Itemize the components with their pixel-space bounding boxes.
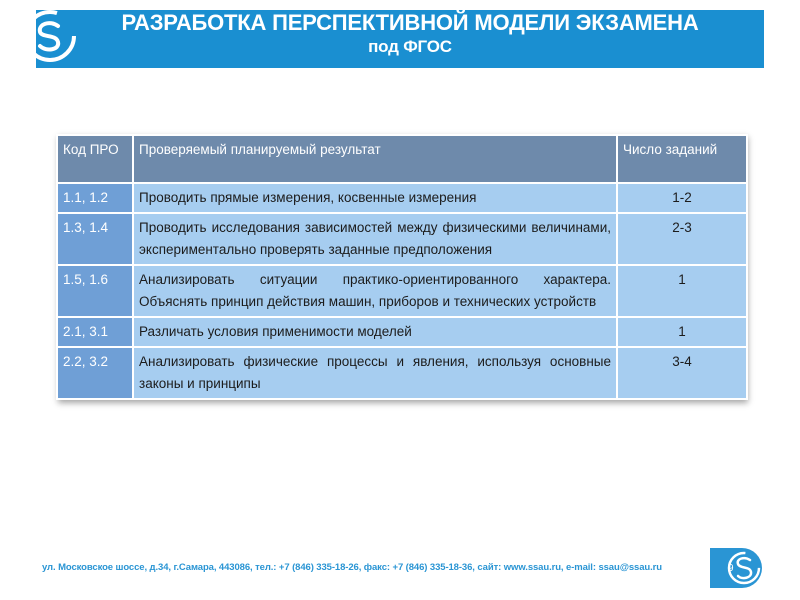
footer-address: ул. Московское шоссе, д.34, г.Самара, 443086, тел.: +7 (846) 335-18-26, факс: +7 (846) 335-18-36, сайт: www.ssau.ru, e-mail: ssau@ssau.ru bbox=[42, 562, 662, 573]
page-number: 9 bbox=[728, 563, 734, 574]
table-row bbox=[57, 183, 747, 213]
header-result: Проверяемый планируемый результат bbox=[133, 135, 617, 183]
cell-result: Анализировать физические процессы и явления, используя основные законы и принципы bbox=[133, 347, 617, 399]
cell-code: 1.1, 1.2 bbox=[57, 183, 133, 213]
cell-code: 1.5, 1.6 bbox=[57, 265, 133, 317]
cell-code: 1.3, 1.4 bbox=[57, 213, 133, 265]
table-row bbox=[57, 317, 747, 347]
results-table bbox=[56, 134, 748, 400]
cell-count: 1 bbox=[617, 265, 747, 317]
table-row bbox=[57, 265, 747, 317]
cell-count: 1 bbox=[617, 317, 747, 347]
cell-result: Различать условия применимости моделей bbox=[133, 317, 617, 347]
table-row bbox=[57, 213, 747, 265]
cell-count: 2-3 bbox=[617, 213, 747, 265]
cell-result: Проводить исследования зависимостей между физическими величинами, экспериментально проверять заданные предположения bbox=[133, 213, 617, 265]
header-count: Число заданий bbox=[617, 135, 747, 183]
cell-result: Анализировать ситуации практико-ориентированного характера. Объяснять принцип действия машин, приборов и технических устройств bbox=[133, 265, 617, 317]
header-code: Код ПРО bbox=[57, 135, 133, 183]
table-row bbox=[57, 347, 747, 399]
cell-count: 1-2 bbox=[617, 183, 747, 213]
title-line2: под ФГОС bbox=[368, 37, 452, 56]
table-header-row bbox=[57, 135, 747, 183]
cell-count: 3-4 bbox=[617, 347, 747, 399]
cell-result: Проводить прямые измерения, косвенные измерения bbox=[133, 183, 617, 213]
cell-code: 2.2, 3.2 bbox=[57, 347, 133, 399]
cell-code: 2.1, 3.1 bbox=[57, 317, 133, 347]
page-title bbox=[60, 10, 760, 58]
ssau-logo-icon bbox=[710, 548, 768, 588]
title-line1: РАЗРАБОТКА ПЕРСПЕКТИВНОЙ МОДЕЛИ ЭКЗАМЕНА bbox=[121, 10, 699, 35]
results-table-container bbox=[56, 134, 746, 400]
